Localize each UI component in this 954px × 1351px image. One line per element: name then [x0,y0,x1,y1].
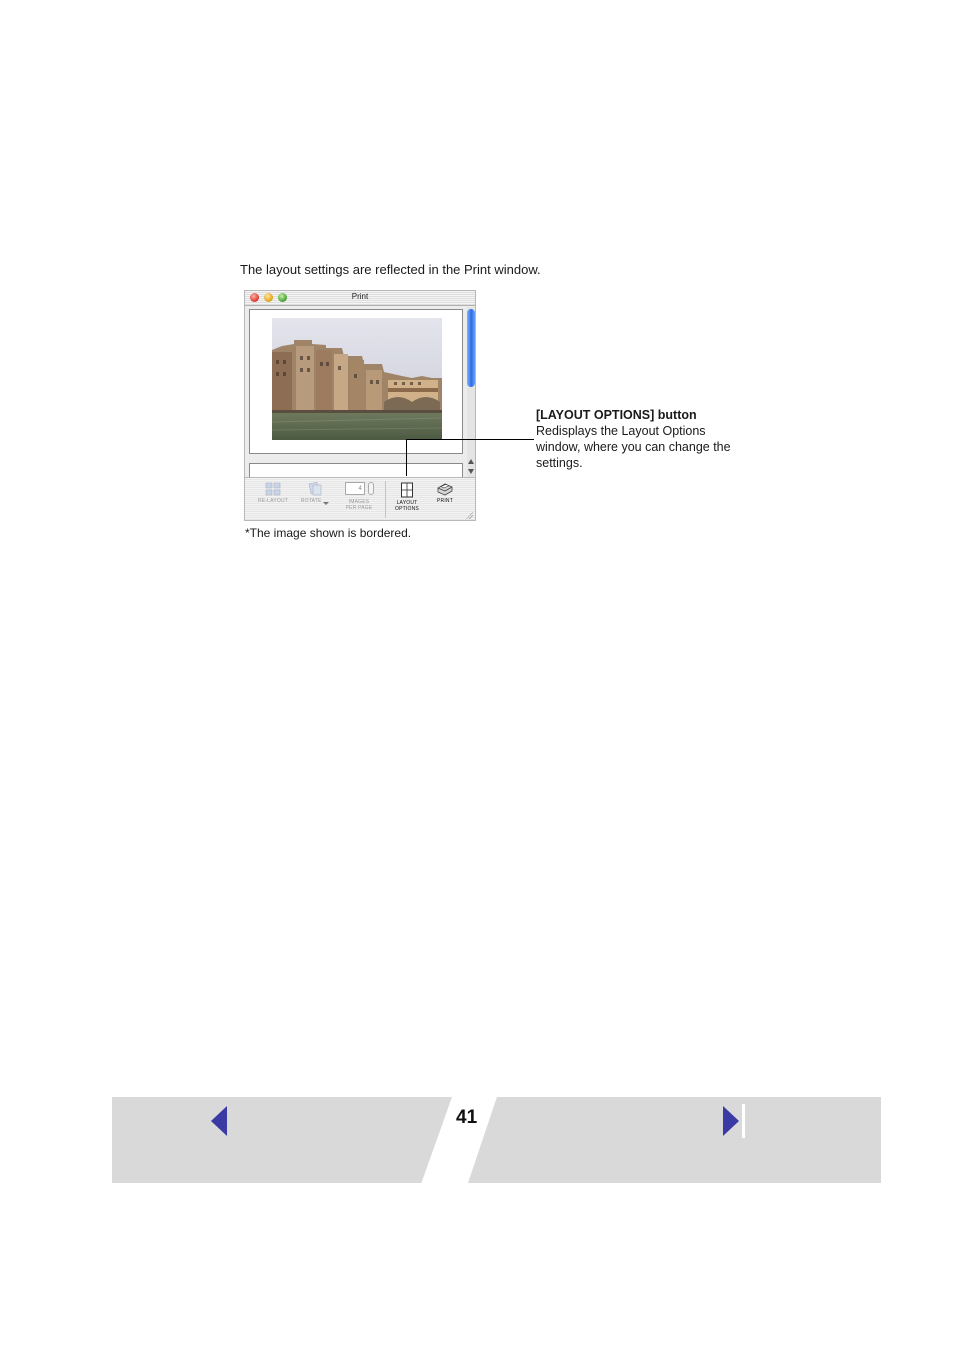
next-page-arrow-icon[interactable] [723,1106,739,1136]
callout-heading: [LAYOUT OPTIONS] button [536,408,697,422]
second-page-pane[interactable] [249,463,463,477]
images-per-page-field[interactable]: 4 [345,482,365,495]
printer-icon [436,482,454,496]
images-per-page-stepper[interactable] [368,482,374,495]
images-per-page-label-line2: PER PAGE [345,505,373,511]
toolbar-separator [385,481,386,518]
window-titlebar [245,291,475,306]
window-title: Print [351,292,369,301]
relayout-label: RE-LAYOUT [257,498,289,504]
scroll-up-icon[interactable] [468,459,474,464]
callout-body: Redisplays the Layout Options window, where you can change the settings. [536,424,731,470]
vertical-scrollbar[interactable] [467,307,476,477]
rotate-dropdown-icon[interactable] [323,502,329,505]
print-window [244,290,476,521]
previous-page-nav[interactable] [112,1097,452,1183]
print-button[interactable] [429,482,461,504]
relayout-icon [265,482,281,496]
print-preview-pane[interactable] [249,309,463,454]
layout-options-callout [536,407,736,471]
rotate-icon [307,482,323,496]
rotate-button[interactable] [297,482,333,505]
callout-leader-line [406,439,534,440]
intro-text: The layout settings are reflected in the Print window. [240,262,541,277]
page-number: 41 [456,1107,478,1128]
resize-grip-icon[interactable] [466,512,473,519]
callout-leader-line-vertical [406,439,407,476]
print-label: PRINT [437,498,453,504]
bordered-image-note: *The image shown is bordered. [245,526,412,540]
scroll-down-icon[interactable] [468,469,474,474]
scrollbar-thumb[interactable] [467,309,475,387]
relayout-button[interactable] [253,482,293,504]
layout-options-label-line2: OPTIONS [395,506,419,512]
layout-options-icon [400,482,414,498]
next-page-divider [742,1104,745,1138]
images-per-page-control [339,482,379,511]
print-toolbar [245,477,475,521]
previous-page-arrow-icon[interactable] [211,1106,227,1136]
layout-options-button[interactable] [389,482,425,512]
images-per-page-label-line1: IMAGES [348,499,370,505]
next-page-nav[interactable] [468,1097,881,1183]
photo-preview-image [272,318,442,440]
layout-options-label-line1: LAYOUT [396,500,418,506]
rotate-label: ROTATE [300,498,322,504]
